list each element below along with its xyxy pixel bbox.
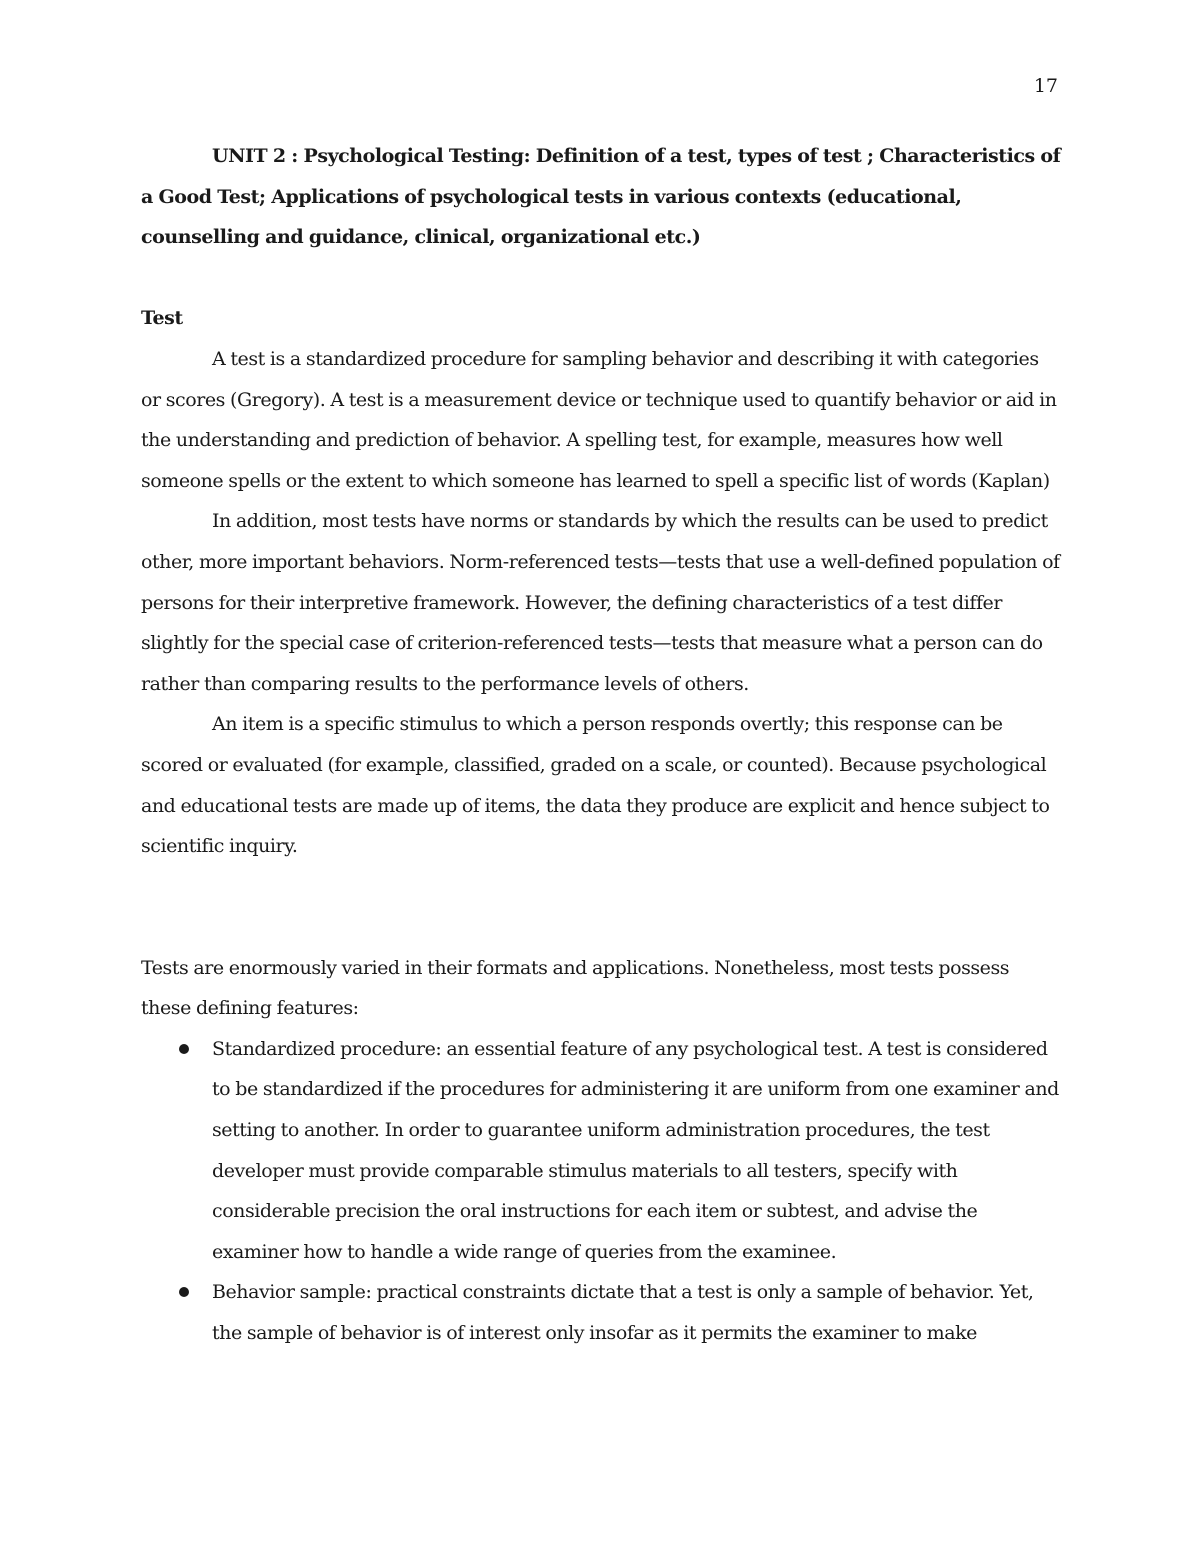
section-title: Test <box>141 307 183 330</box>
bullet-icon <box>179 1287 189 1297</box>
feature-text: Standardized procedure: an essential feature of any psychological test. A test is considered to be standardized if the procedures for administering it are uniform from one examiner and setting to another. In order to guarantee uniform administration procedures, the test developer must provide comparable stimulus materials to all testers, specify with considerable precision the oral instructions for each item or subtest, and advise the examiner how to handle a wide range of queries from the examinee. <box>212 1037 1059 1263</box>
unit-heading: UNIT 2 : Psychological Testing: Definition of a test, types of test ; Characteristics of a Good Test; Applications of psychological tests in various contexts (educational, counselling and guidance, clinical, organizational etc.) <box>141 145 1061 249</box>
list-item <box>141 1272 1061 1353</box>
list-item <box>141 1029 1061 1273</box>
features-list <box>141 1029 1061 1354</box>
paragraph-item: An item is a specific stimulus to which a person responds overtly; this response can be scored or evaluated (for example, classified, graded on a scale, or counted). Because psychological and educational tests are made up of items, the data they produce are explicit and hence subject to scientific inquiry. <box>141 713 1050 858</box>
spacer <box>141 867 1061 948</box>
paragraph-norms: In addition, most tests have norms or standards by which the results can be used to predict other, more important behaviors. Norm-referenced tests—tests that use a well-defined population of persons for their interpretive framework. However, the defining characteristics of a test differ slightly for the special case of criterion-referenced tests—tests that measure what a person can do rather than comparing results to the performance levels of others. <box>141 510 1060 695</box>
page-number: 17 <box>1033 75 1058 97</box>
bullet-icon <box>179 1044 189 1054</box>
feature-text: Behavior sample: practical constraints dictate that a test is only a sample of behavior. Yet, the sample of behavior is of interest only insofar as it permits the examiner to make <box>212 1281 1034 1345</box>
paragraph-definition: A test is a standardized procedure for sampling behavior and describing it with categories or scores (Gregory). A test is a measurement device or technique used to quantify behavior or aid in the understanding and prediction of behavior. A spelling test, for example, measures how well someone spells or the extent to which someone has learned to spell a specific list of words (Kaplan) <box>141 347 1057 492</box>
features-intro: Tests are enormously varied in their formats and applications. Nonetheless, most tests possess these defining features: <box>141 956 1010 1020</box>
document-body <box>141 136 1061 1354</box>
